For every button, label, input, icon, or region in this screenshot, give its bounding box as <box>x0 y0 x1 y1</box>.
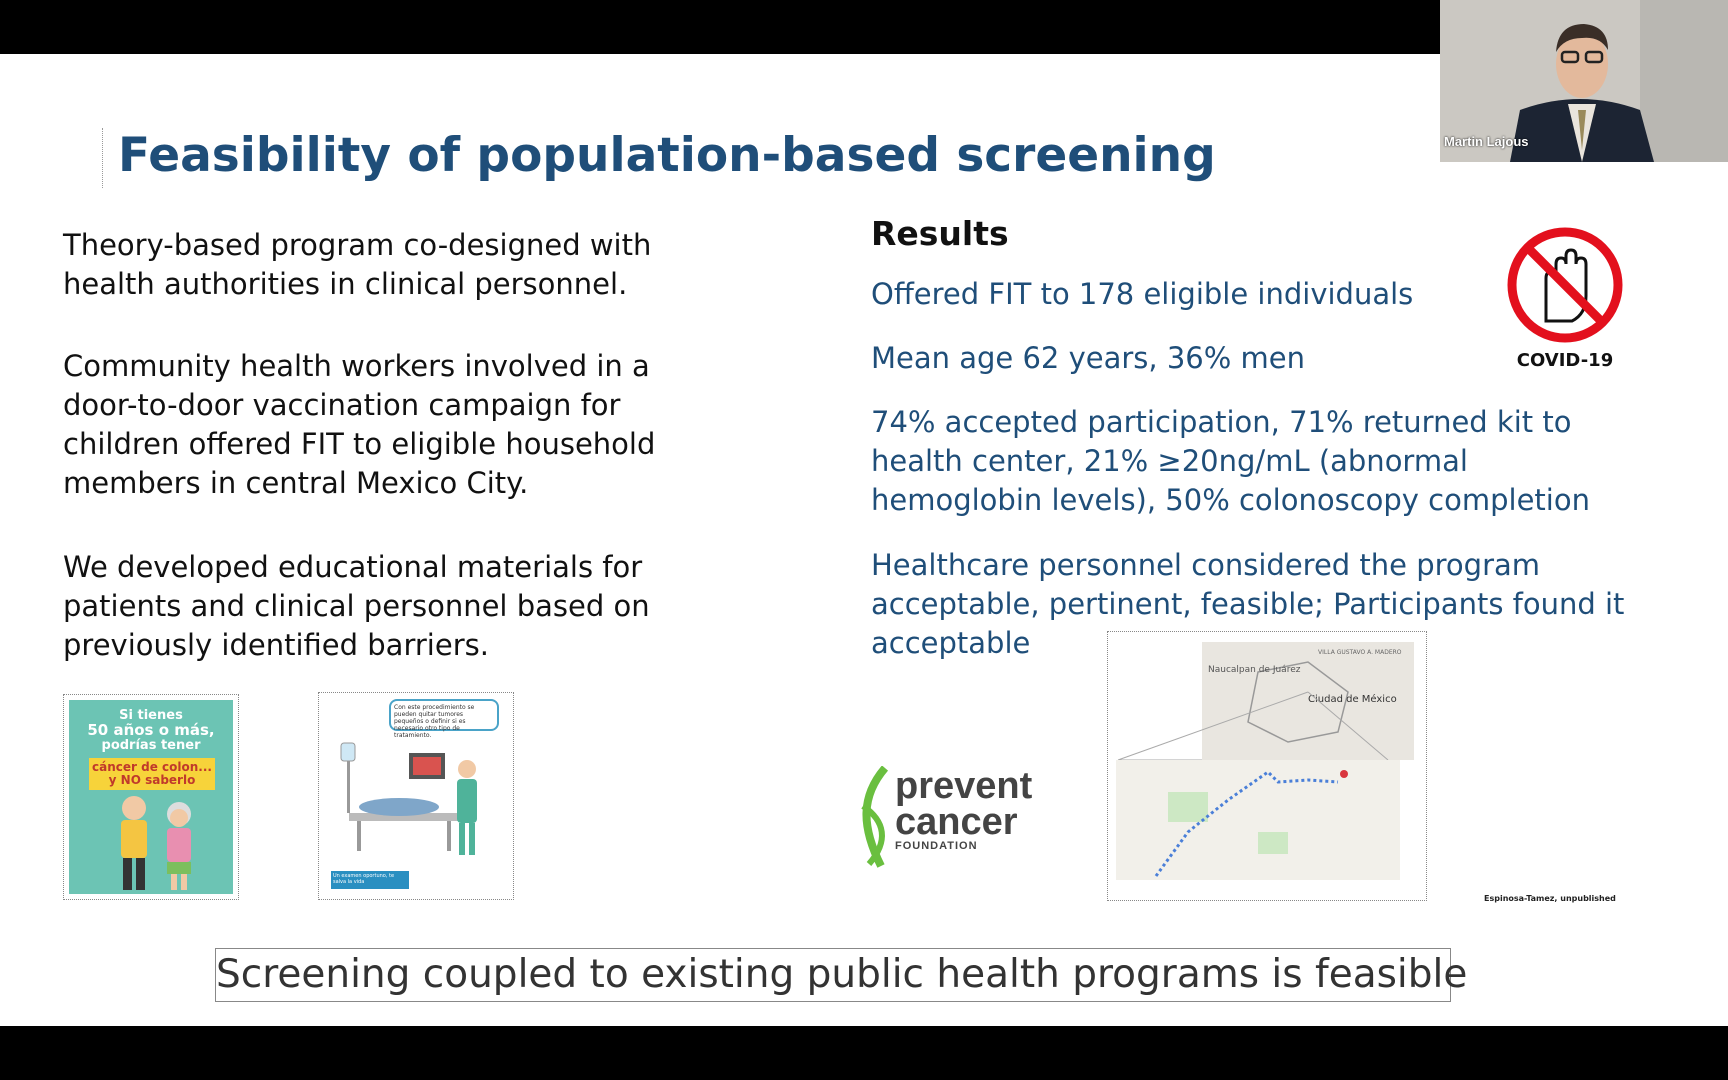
results-heading: Results <box>871 214 1009 253</box>
prevent-cancer-foundation-logo <box>855 760 1055 870</box>
colonoscopy-illustration <box>329 733 505 863</box>
paragraph-materials: We developed educational materials for patients and clinical personnel based on previously identified barriers. <box>63 550 650 662</box>
logo-line: cancer <box>895 801 1018 843</box>
webcam-video-tile[interactable] <box>1440 0 1728 162</box>
logo-line: FOUNDATION <box>895 840 978 852</box>
stop-hand-icon <box>1506 226 1624 344</box>
poster-highlight <box>89 758 215 790</box>
participant-name: Martin Lajous <box>1444 134 1529 149</box>
map-citation: Espinosa-Tamez, unpublished <box>1484 894 1616 903</box>
paragraph-community: Community health workers involved in a door-to-door vaccination campaign for children offered FIT to eligible household members in central Mexico City. <box>63 349 656 500</box>
poster-highlight-line: y NO saberlo <box>108 773 196 787</box>
poster-line: podrías tener <box>101 738 201 753</box>
poster-tag: Un examen oportuno, te salva la vida <box>331 871 409 889</box>
logo-line: prevent <box>895 765 1033 807</box>
result-item: Offered FIT to 178 eligible individuals <box>871 277 1414 311</box>
slide-title: Feasibility of population-based screening <box>118 128 1216 183</box>
result-item: Mean age 62 years, 36% men <box>871 341 1305 375</box>
result-item: Healthcare personnel considered the program acceptable, pertinent, feasible; Participants found it acceptable <box>871 548 1625 660</box>
educational-poster-patients <box>63 694 239 900</box>
study-area-map <box>1107 631 1427 901</box>
title-divider <box>102 128 103 188</box>
poster-line: Si tienes <box>119 708 183 723</box>
elderly-couple-illustration <box>79 788 229 892</box>
poster-line: 50 años o más, <box>87 721 215 739</box>
map-label: VILLA GUSTAVO A. MADERO <box>1318 649 1402 656</box>
presentation-slide <box>0 54 1728 1026</box>
ribbon-logo-icon <box>855 766 899 870</box>
covid-stop-sign <box>1496 226 1634 371</box>
map-label: Ciudad de México <box>1308 694 1397 705</box>
conclusion-banner: Screening coupled to existing public health programs is feasible <box>215 948 1451 1002</box>
covid-label: COVID-19 <box>1516 350 1614 371</box>
result-item: 74% accepted participation, 71% returned kit to health center, 21% ≥20ng/mL (abnormal hemoglobin levels), 50% colonoscopy completion <box>871 405 1590 517</box>
poster-highlight-line: cáncer de colon... <box>92 760 212 774</box>
map-image <box>1108 632 1426 900</box>
paragraph-program: Theory-based program co-designed with health authorities in clinical personnel. <box>63 228 652 301</box>
bottom-letterbox <box>0 1026 1728 1080</box>
educational-poster-personnel <box>318 692 514 900</box>
speech-bubble: Con este procedimiento se pueden quitar tumores pequeños o definir si es necesario otro tipo de tratamiento. <box>389 699 499 731</box>
map-label: Naucalpan de Juárez <box>1208 665 1301 675</box>
